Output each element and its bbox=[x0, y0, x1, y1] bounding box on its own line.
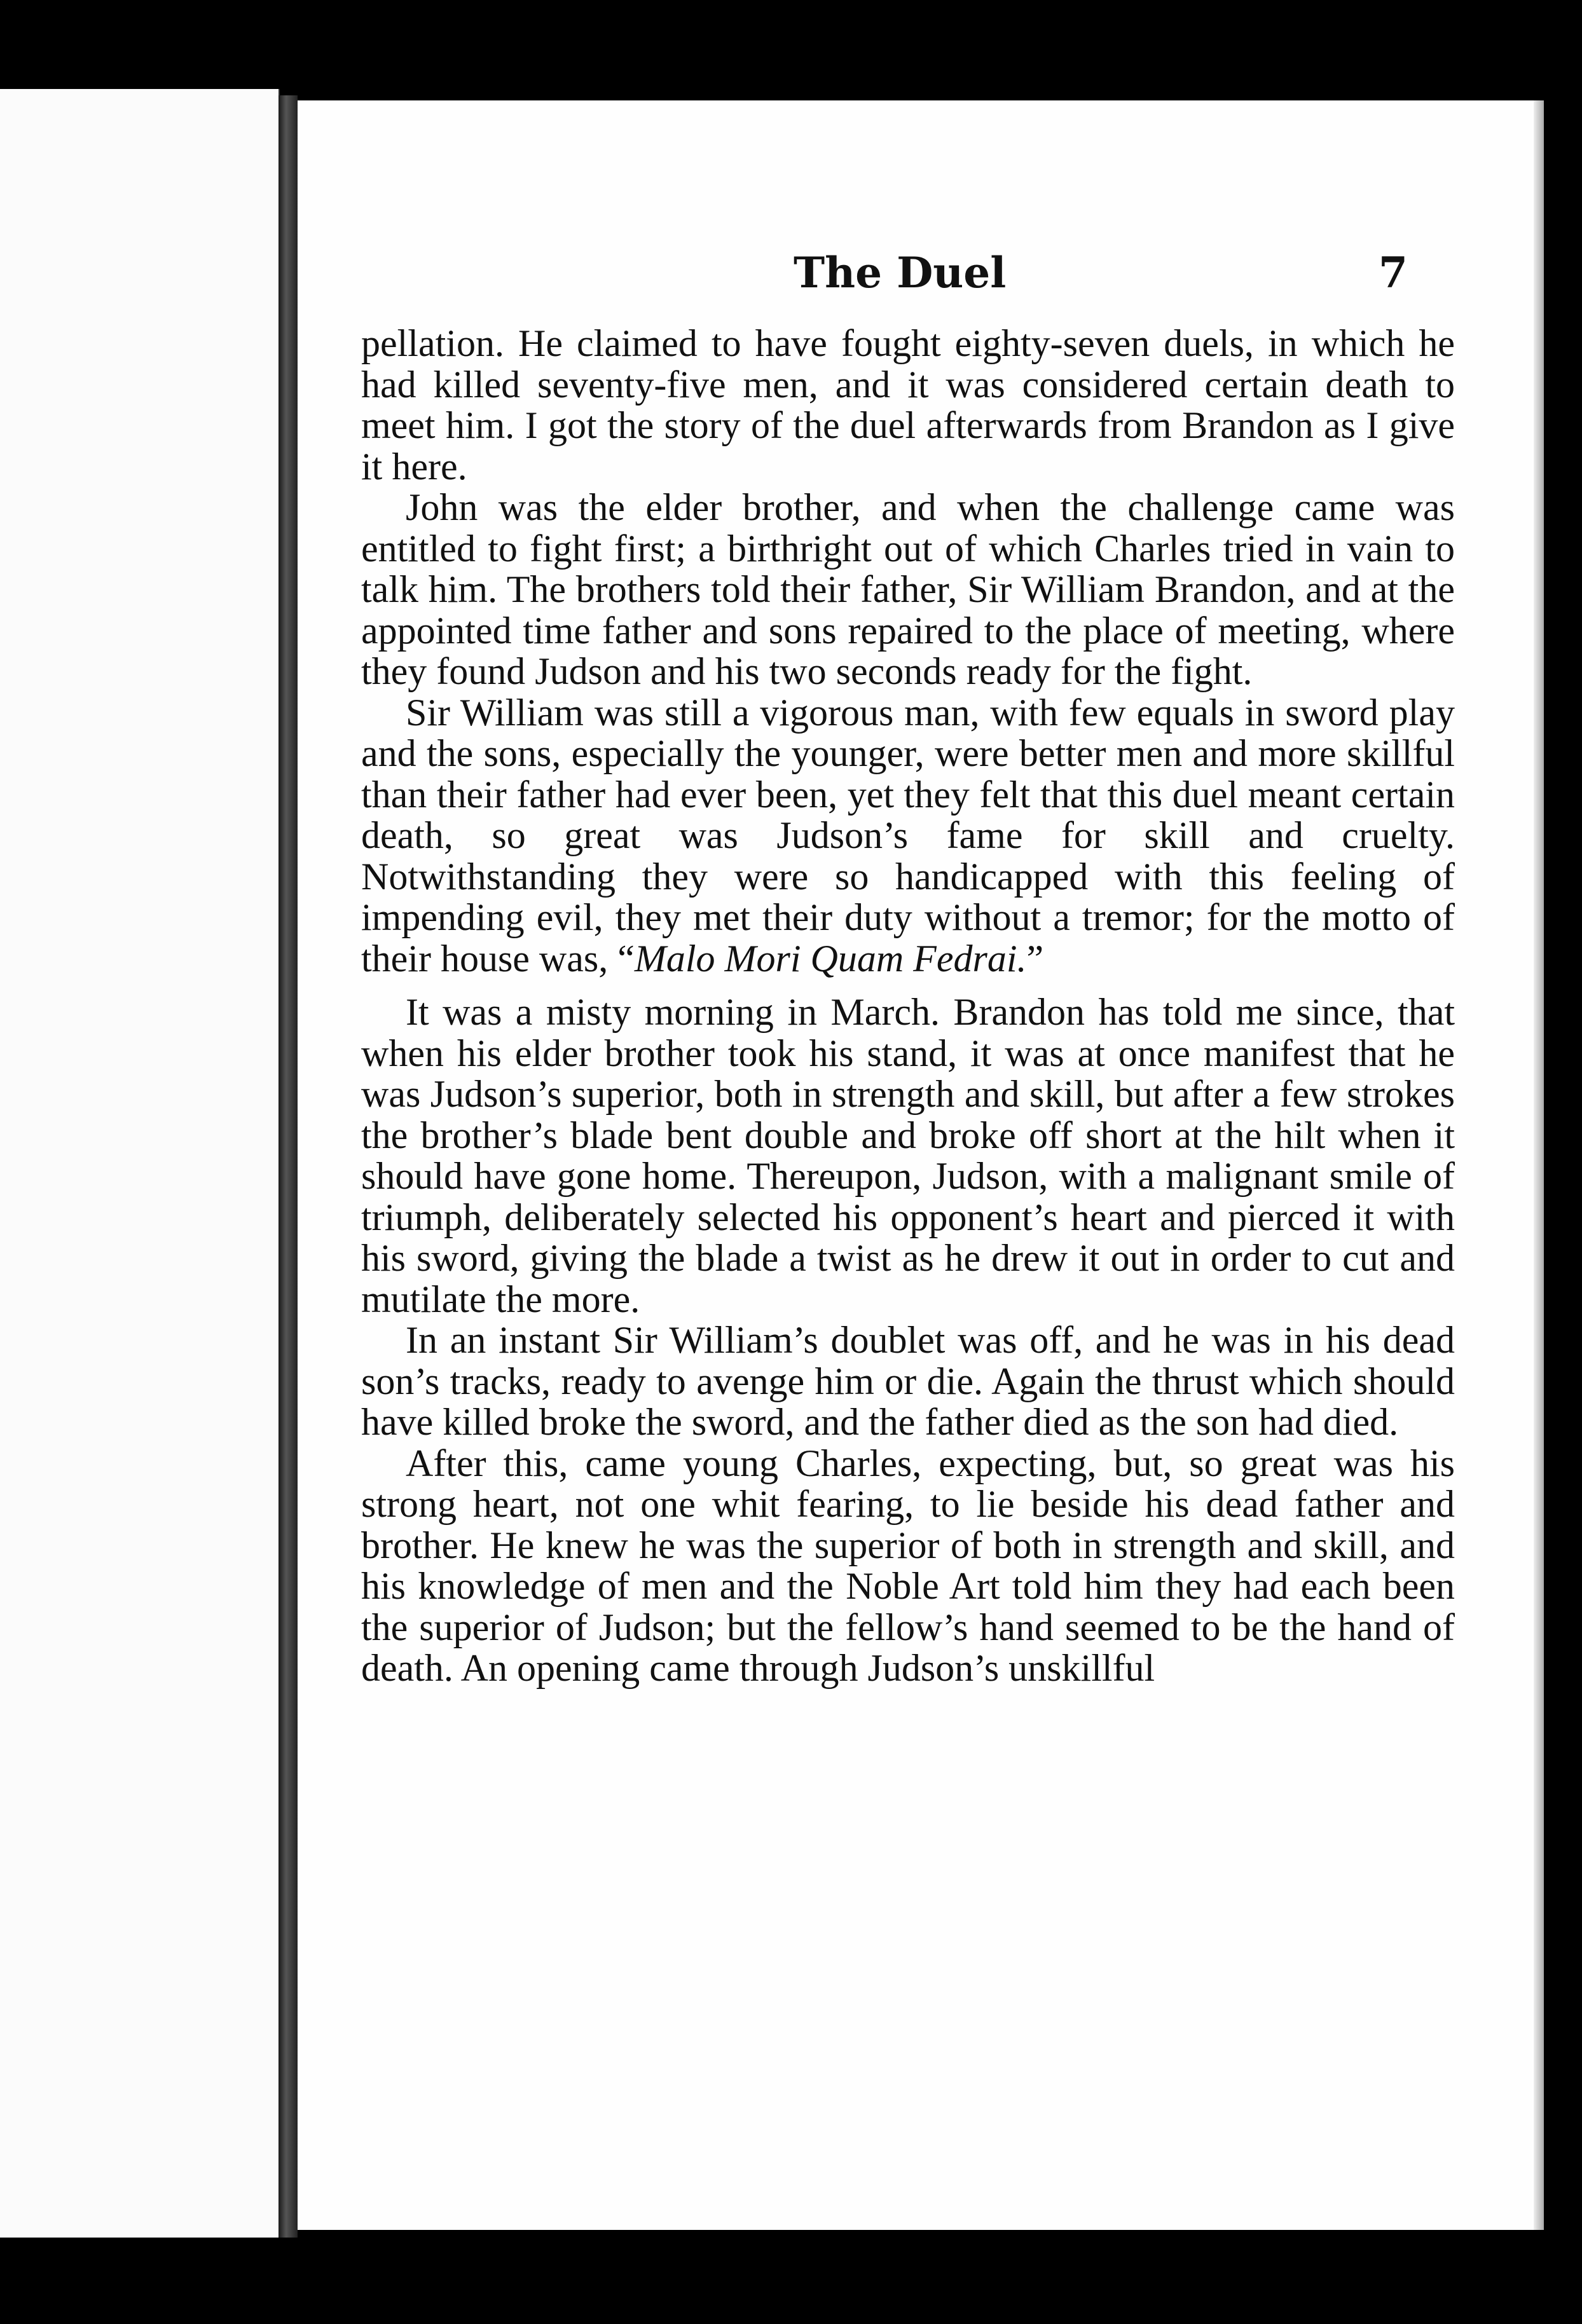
closing-quote: ” bbox=[1026, 937, 1044, 980]
paragraph-3-text: Sir William was still a vigorous man, with few equals in sword play and the sons, especially the younger, were better men and more skillful than their father had ever been, yet they felt that this duel meant certain death, so great was Judson’s fame for skill and cruelty. Notwithstanding they were so handicapped with this feeling of impending evil, they met their duty without a tremor; for the motto of their house was, “ bbox=[361, 691, 1455, 980]
paragraph-3 bbox=[361, 692, 1455, 980]
printed-page bbox=[298, 100, 1544, 2230]
running-title: The Duel bbox=[794, 248, 1007, 297]
paragraph-2: John was the elder brother, and when the challenge came was entitled to fight first; a birthright out of which Charles tried in vain to talk him. The brothers told their father, Sir William Brandon, and at the appointed time father and sons repaired to the place of meeting, where they found Judson and his two seconds ready for the fight. bbox=[361, 486, 1455, 692]
page-number: 7 bbox=[1379, 248, 1408, 297]
page-edge-shadow bbox=[1534, 100, 1544, 2230]
paragraph-1: pellation. He claimed to have fought eighty-seven duels, in which he had killed seventy-five men, and it was considered certain death to meet him. I got the story of the duel afterwards from Brandon as I give it here. bbox=[361, 322, 1455, 488]
paragraph-4: It was a misty morning in March. Brandon has told me since, that when his elder brother took his stand, it was at once manifest that he was Judson’s superior, both in strength and skill, but after a few strokes the brother’s blade bent double and broke off short at the hilt when it should have gone home. Thereupon, Judson, with a malignant smile of triumph, deliberately selected his opponent’s heart and pierced it with his sword, giving the blade a twist as he drew it out in order to cut and mutilate the more. bbox=[361, 991, 1455, 1320]
page-stack-edge bbox=[279, 95, 298, 2238]
paragraph-6: After this, came young Charles, expecting, but, so great was his strong heart, not one whit fearing, to lie beside his dead father and brother. He knew he was the superior of both in strength and skill, and his knowledge of men and the Noble Art told him they had each been the superior of Judson; but the fellow’s hand seemed to be the hand of death. An opening came through Judson’s unskillful bbox=[361, 1442, 1455, 1689]
family-motto: Malo Mori Quam Fedrai. bbox=[634, 937, 1027, 980]
body-text bbox=[361, 323, 1455, 1689]
facing-blank-page bbox=[0, 89, 280, 2238]
paragraph-5: In an instant Sir William’s doublet was off, and he was in his dead son’s tracks, ready to avenge him or die. Again the thrust which should have killed broke the sword, and the father died as the son had died. bbox=[361, 1319, 1455, 1443]
